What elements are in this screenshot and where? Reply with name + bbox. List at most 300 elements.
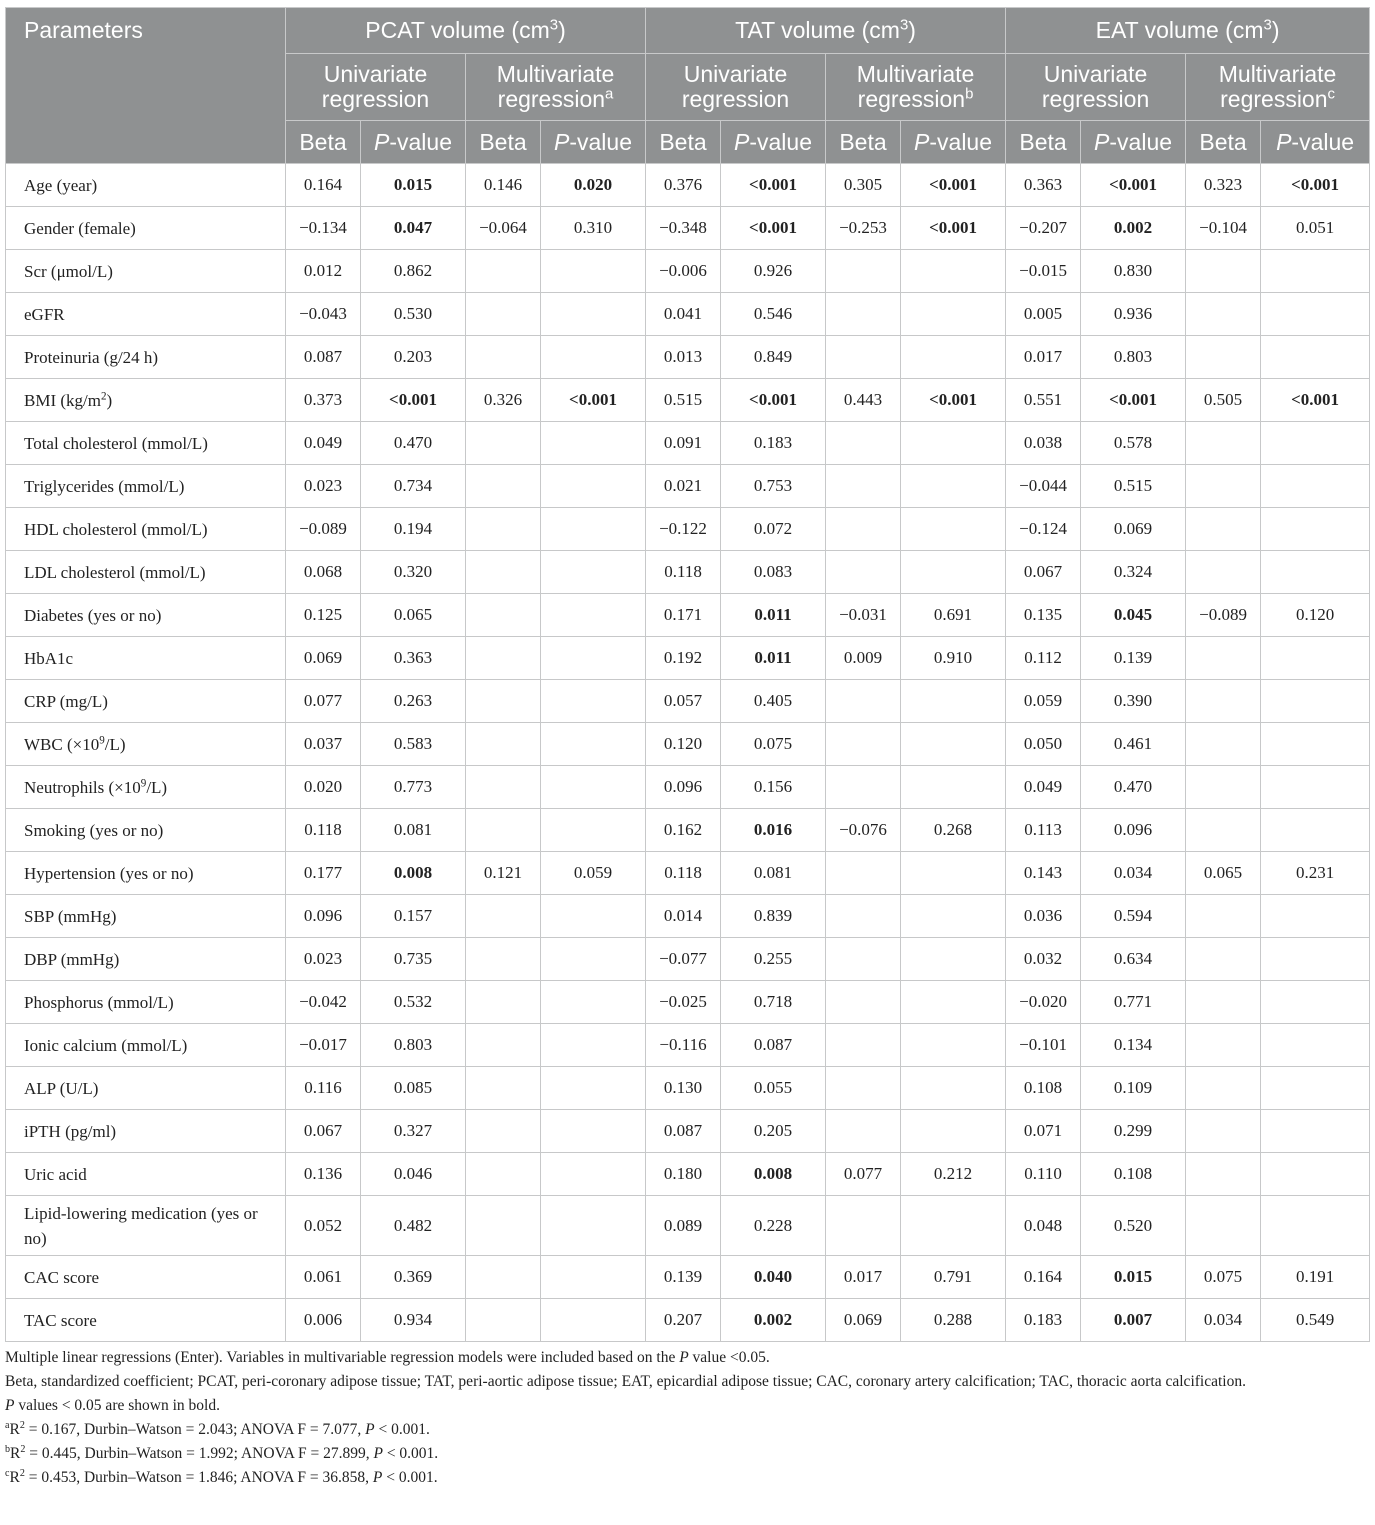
beta-cell <box>466 1299 541 1342</box>
p-value-cell: 0.268 <box>901 809 1006 852</box>
p-value-cell <box>1261 508 1370 551</box>
beta-cell <box>1186 1024 1261 1067</box>
p-value-cell: 0.081 <box>721 852 826 895</box>
p-value-cell <box>901 1024 1006 1067</box>
beta-cell: 0.075 <box>1186 1256 1261 1299</box>
beta-cell: −0.253 <box>826 207 901 250</box>
beta-cell <box>1186 809 1261 852</box>
beta-cell: 0.049 <box>286 422 361 465</box>
row-label: TAC score <box>6 1299 286 1342</box>
beta-cell <box>466 250 541 293</box>
beta-cell: 0.032 <box>1006 938 1081 981</box>
beta-cell: 0.017 <box>1006 336 1081 379</box>
beta-cell: 0.077 <box>826 1153 901 1196</box>
p-value-cell <box>1261 637 1370 680</box>
beta-cell: −0.122 <box>646 508 721 551</box>
beta-cell: 0.113 <box>1006 809 1081 852</box>
beta-cell: −0.116 <box>646 1024 721 1067</box>
p-value-cell: <0.001 <box>721 164 826 207</box>
row-label: Ionic calcium (mmol/L) <box>6 1024 286 1067</box>
beta-cell: 0.143 <box>1006 852 1081 895</box>
beta-cell: 0.012 <box>286 250 361 293</box>
header-univariate: Univariate regression <box>286 54 466 121</box>
beta-cell: 0.034 <box>1186 1299 1261 1342</box>
p-value-cell: 0.087 <box>721 1024 826 1067</box>
p-value-cell <box>901 981 1006 1024</box>
p-value-cell <box>1261 250 1370 293</box>
table-row <box>6 895 1370 938</box>
beta-cell <box>826 1196 901 1256</box>
p-value-cell: 0.546 <box>721 293 826 336</box>
beta-cell <box>466 1110 541 1153</box>
beta-cell: −0.089 <box>286 508 361 551</box>
row-label: CAC score <box>6 1256 286 1299</box>
beta-cell <box>1186 1153 1261 1196</box>
p-value-cell <box>541 1024 646 1067</box>
beta-cell: 0.087 <box>286 336 361 379</box>
p-value-cell: 0.461 <box>1081 723 1186 766</box>
table-row <box>6 293 1370 336</box>
beta-cell: −0.025 <box>646 981 721 1024</box>
beta-cell <box>466 336 541 379</box>
p-value-cell: 0.065 <box>361 594 466 637</box>
p-value-cell: 0.363 <box>361 637 466 680</box>
table-body <box>6 164 1370 1342</box>
beta-cell: 0.363 <box>1006 164 1081 207</box>
beta-cell <box>826 981 901 1024</box>
beta-cell: 0.146 <box>466 164 541 207</box>
p-value-cell: 0.072 <box>721 508 826 551</box>
header-multivariate: Multivariate regression$^b$ <box>826 54 1006 121</box>
p-value-cell: <0.001 <box>901 207 1006 250</box>
p-value-cell: 0.320 <box>361 551 466 594</box>
row-label: HDL cholesterol (mmol/L) <box>6 508 286 551</box>
beta-cell: 0.116 <box>286 1067 361 1110</box>
beta-cell <box>826 766 901 809</box>
beta-cell <box>826 895 901 938</box>
beta-cell: 0.052 <box>286 1196 361 1256</box>
header-group-eat: EAT volume $(cm^3)$ <box>1006 8 1370 54</box>
header-multivariate: Multivariate regression$^c$ <box>1186 54 1370 121</box>
beta-cell <box>826 1067 901 1110</box>
row-label: BMI $(kg/m^2)$ <box>6 379 286 422</box>
header-beta: Beta <box>646 121 721 164</box>
beta-cell <box>1186 422 1261 465</box>
beta-cell: 0.006 <box>286 1299 361 1342</box>
header-p-value: P-value <box>1081 121 1186 164</box>
table-row <box>6 938 1370 981</box>
p-value-cell: <0.001 <box>1261 164 1370 207</box>
beta-cell: 0.110 <box>1006 1153 1081 1196</box>
p-value-cell: 0.255 <box>721 938 826 981</box>
beta-cell <box>466 680 541 723</box>
p-value-cell <box>1261 336 1370 379</box>
p-value-cell: <0.001 <box>1261 379 1370 422</box>
table-row <box>6 1299 1370 1342</box>
p-value-cell: 0.910 <box>901 637 1006 680</box>
regression-table <box>5 7 1370 1342</box>
beta-cell: −0.006 <box>646 250 721 293</box>
beta-cell: 0.118 <box>286 809 361 852</box>
beta-cell: 0.305 <box>826 164 901 207</box>
row-label: Proteinuria (g/24 h) <box>6 336 286 379</box>
p-value-cell: <0.001 <box>721 379 826 422</box>
p-value-cell: 0.482 <box>361 1196 466 1256</box>
p-value-cell <box>541 551 646 594</box>
p-value-cell <box>1261 1067 1370 1110</box>
p-value-cell <box>901 1196 1006 1256</box>
beta-cell: −0.031 <box>826 594 901 637</box>
p-value-cell: 0.002 <box>1081 207 1186 250</box>
beta-cell: 0.323 <box>1186 164 1261 207</box>
beta-cell <box>466 1067 541 1110</box>
beta-cell: −0.089 <box>1186 594 1261 637</box>
beta-cell: 0.038 <box>1006 422 1081 465</box>
p-value-cell: 0.228 <box>721 1196 826 1256</box>
p-value-cell <box>901 680 1006 723</box>
p-value-cell <box>541 809 646 852</box>
p-value-cell: 0.008 <box>721 1153 826 1196</box>
p-value-cell <box>901 723 1006 766</box>
beta-cell: −0.042 <box>286 981 361 1024</box>
beta-cell <box>826 1110 901 1153</box>
beta-cell <box>1186 895 1261 938</box>
p-value-cell <box>1261 1110 1370 1153</box>
beta-cell: 0.096 <box>286 895 361 938</box>
p-value-cell: 0.059 <box>541 852 646 895</box>
p-value-cell <box>541 938 646 981</box>
p-value-cell <box>1261 723 1370 766</box>
table-row <box>6 981 1370 1024</box>
p-value-cell: <0.001 <box>361 379 466 422</box>
beta-cell: −0.077 <box>646 938 721 981</box>
beta-cell: −0.064 <box>466 207 541 250</box>
p-value-cell <box>901 1110 1006 1153</box>
row-label: ALP (U/L) <box>6 1067 286 1110</box>
row-label: Triglycerides (mmol/L) <box>6 465 286 508</box>
footnote: $^bR^2 = 0.445$, Durbin–Watson = 1.992; ANOVA F = 27.899, P < 0.001. <box>5 1443 439 1462</box>
p-value-cell: 0.083 <box>721 551 826 594</box>
beta-cell: 0.071 <box>1006 1110 1081 1153</box>
beta-cell: 0.135 <box>1006 594 1081 637</box>
beta-cell: 0.164 <box>286 164 361 207</box>
table-notes <box>5 1342 1369 1490</box>
p-value-cell <box>901 336 1006 379</box>
p-value-cell: 0.773 <box>361 766 466 809</box>
beta-cell: −0.020 <box>1006 981 1081 1024</box>
beta-cell: 0.067 <box>286 1110 361 1153</box>
beta-cell: 0.515 <box>646 379 721 422</box>
p-value-cell <box>541 766 646 809</box>
beta-cell <box>1186 981 1261 1024</box>
p-value-cell: 0.405 <box>721 680 826 723</box>
p-value-cell <box>1261 766 1370 809</box>
p-value-cell: 0.718 <box>721 981 826 1024</box>
p-value-cell: 0.530 <box>361 293 466 336</box>
p-value-cell <box>541 637 646 680</box>
table-row <box>6 594 1370 637</box>
beta-cell: 0.077 <box>286 680 361 723</box>
row-label: Total cholesterol (mmol/L) <box>6 422 286 465</box>
p-value-cell: 0.926 <box>721 250 826 293</box>
beta-cell: 0.112 <box>1006 637 1081 680</box>
beta-cell: −0.207 <box>1006 207 1081 250</box>
table-header <box>6 8 1370 164</box>
beta-cell: 0.118 <box>646 551 721 594</box>
p-value-cell <box>541 508 646 551</box>
p-value-cell <box>1261 465 1370 508</box>
beta-cell <box>466 1024 541 1067</box>
p-value-cell: 0.011 <box>721 594 826 637</box>
beta-cell <box>466 551 541 594</box>
beta-cell <box>826 250 901 293</box>
p-value-cell <box>901 852 1006 895</box>
beta-cell <box>826 680 901 723</box>
p-value-cell: 0.327 <box>361 1110 466 1153</box>
p-value-cell <box>901 422 1006 465</box>
row-label: Gender (female) <box>6 207 286 250</box>
beta-cell: 0.120 <box>646 723 721 766</box>
regression-table-container <box>5 7 1369 1490</box>
beta-cell: 0.373 <box>286 379 361 422</box>
p-value-cell: 0.015 <box>361 164 466 207</box>
beta-cell: 0.091 <box>646 422 721 465</box>
beta-cell: 0.069 <box>826 1299 901 1342</box>
p-value-cell: 0.583 <box>361 723 466 766</box>
table-row <box>6 422 1370 465</box>
p-value-cell: 0.139 <box>1081 637 1186 680</box>
beta-cell: 0.180 <box>646 1153 721 1196</box>
p-value-cell <box>1261 1196 1370 1256</box>
p-value-cell: 0.134 <box>1081 1024 1186 1067</box>
beta-cell: −0.015 <box>1006 250 1081 293</box>
header-p-value: P-value <box>721 121 826 164</box>
table-row <box>6 1024 1370 1067</box>
row-label: iPTH (pg/ml) <box>6 1110 286 1153</box>
beta-cell: 0.326 <box>466 379 541 422</box>
beta-cell <box>1186 938 1261 981</box>
beta-cell: 0.376 <box>646 164 721 207</box>
p-value-cell: 0.108 <box>1081 1153 1186 1196</box>
header-beta: Beta <box>1186 121 1261 164</box>
table-row <box>6 852 1370 895</box>
p-value-cell <box>541 1110 646 1153</box>
p-value-cell <box>541 1067 646 1110</box>
footnote: $^aR^2 = 0.167$, Durbin–Watson = 2.043; ANOVA F = 7.077, P < 0.001. <box>5 1419 430 1438</box>
p-value-cell <box>1261 680 1370 723</box>
table-row <box>6 164 1370 207</box>
p-value-cell <box>1261 1024 1370 1067</box>
p-value-cell: 0.051 <box>1261 207 1370 250</box>
p-value-cell: 0.830 <box>1081 250 1186 293</box>
table-row <box>6 1196 1370 1256</box>
p-value-cell: 0.734 <box>361 465 466 508</box>
p-value-cell: 0.069 <box>1081 508 1186 551</box>
p-value-cell <box>901 508 1006 551</box>
table-row <box>6 637 1370 680</box>
p-value-cell: 0.515 <box>1081 465 1186 508</box>
table-row <box>6 207 1370 250</box>
row-label: Diabetes (yes or no) <box>6 594 286 637</box>
header-group-tat: TAT volume $(cm^3)$ <box>646 8 1006 54</box>
beta-cell <box>1186 1067 1261 1110</box>
beta-cell: 0.048 <box>1006 1196 1081 1256</box>
header-p-value: P-value <box>361 121 466 164</box>
beta-cell <box>826 465 901 508</box>
p-value-cell: 0.194 <box>361 508 466 551</box>
beta-cell: 0.014 <box>646 895 721 938</box>
p-value-cell <box>1261 981 1370 1024</box>
row-label: LDL cholesterol (mmol/L) <box>6 551 286 594</box>
p-value-cell: 0.691 <box>901 594 1006 637</box>
table-row <box>6 551 1370 594</box>
row-label: Phosphorus (mmol/L) <box>6 981 286 1024</box>
beta-cell <box>826 508 901 551</box>
table-row <box>6 809 1370 852</box>
p-value-cell: 0.191 <box>1261 1256 1370 1299</box>
beta-cell <box>1186 336 1261 379</box>
p-value-cell <box>541 680 646 723</box>
p-value-cell: <0.001 <box>901 164 1006 207</box>
row-label: eGFR <box>6 293 286 336</box>
p-value-cell: 0.002 <box>721 1299 826 1342</box>
header-univariate: Univariate regression <box>1006 54 1186 121</box>
beta-cell: 0.049 <box>1006 766 1081 809</box>
p-value-cell: 0.735 <box>361 938 466 981</box>
beta-cell: 0.136 <box>286 1153 361 1196</box>
p-value-cell: 0.007 <box>1081 1299 1186 1342</box>
p-value-cell: <0.001 <box>721 207 826 250</box>
p-value-cell: 0.594 <box>1081 895 1186 938</box>
beta-cell <box>466 508 541 551</box>
p-value-cell: 0.212 <box>901 1153 1006 1196</box>
header-p-value: P-value <box>541 121 646 164</box>
table-row <box>6 465 1370 508</box>
beta-cell <box>466 1256 541 1299</box>
beta-cell: 0.061 <box>286 1256 361 1299</box>
p-value-cell <box>541 250 646 293</box>
beta-cell <box>1186 680 1261 723</box>
p-value-cell <box>901 250 1006 293</box>
p-value-cell <box>1261 938 1370 981</box>
row-label: SBP (mmHg) <box>6 895 286 938</box>
header-beta: Beta <box>826 121 901 164</box>
beta-cell <box>466 895 541 938</box>
row-label: Smoking (yes or no) <box>6 809 286 852</box>
table-row <box>6 250 1370 293</box>
table-row <box>6 508 1370 551</box>
beta-cell <box>826 293 901 336</box>
beta-cell: −0.101 <box>1006 1024 1081 1067</box>
p-value-cell: 0.046 <box>361 1153 466 1196</box>
beta-cell <box>1186 1110 1261 1153</box>
beta-cell: 0.551 <box>1006 379 1081 422</box>
p-value-cell: 0.549 <box>1261 1299 1370 1342</box>
p-value-cell <box>901 766 1006 809</box>
p-value-cell <box>901 895 1006 938</box>
beta-cell: 0.108 <box>1006 1067 1081 1110</box>
row-label: Hypertension (yes or no) <box>6 852 286 895</box>
beta-cell <box>466 1153 541 1196</box>
beta-cell <box>826 852 901 895</box>
p-value-cell: 0.047 <box>361 207 466 250</box>
note-abbreviations: Beta, standardized coefficient; PCAT, peri-coronary adipose tissue; TAT, peri-aortic adipose tissue; EAT, epicardial adipose tissue; CAC, coronary artery calcification; TAC, thoracic aorta calcification. <box>5 1373 1246 1390</box>
beta-cell: 0.443 <box>826 379 901 422</box>
beta-cell: 0.096 <box>646 766 721 809</box>
header-p-value: P-value <box>1261 121 1370 164</box>
note-method: Multiple linear regressions (Enter). Variables in multivariable regression models were included based on the P value <0.05. <box>5 1349 770 1366</box>
p-value-cell: 0.520 <box>1081 1196 1186 1256</box>
p-value-cell <box>541 1256 646 1299</box>
p-value-cell <box>541 336 646 379</box>
p-value-cell: <0.001 <box>901 379 1006 422</box>
table-row <box>6 1110 1370 1153</box>
row-label: DBP (mmHg) <box>6 938 286 981</box>
beta-cell: 0.005 <box>1006 293 1081 336</box>
beta-cell <box>466 809 541 852</box>
beta-cell: 0.065 <box>1186 852 1261 895</box>
p-value-cell <box>541 1153 646 1196</box>
p-value-cell <box>901 551 1006 594</box>
beta-cell <box>466 981 541 1024</box>
p-value-cell: 0.231 <box>1261 852 1370 895</box>
beta-cell: 0.067 <box>1006 551 1081 594</box>
p-value-cell: 0.470 <box>1081 766 1186 809</box>
p-value-cell: 0.008 <box>361 852 466 895</box>
beta-cell: 0.171 <box>646 594 721 637</box>
row-label: WBC $(\times 10^9/L)$ <box>6 723 286 766</box>
beta-cell: 0.037 <box>286 723 361 766</box>
p-value-cell <box>541 723 646 766</box>
beta-cell: 0.139 <box>646 1256 721 1299</box>
p-value-cell: 0.771 <box>1081 981 1186 1024</box>
beta-cell <box>1186 250 1261 293</box>
p-value-cell <box>1261 809 1370 852</box>
beta-cell: 0.192 <box>646 637 721 680</box>
p-value-cell <box>901 1067 1006 1110</box>
beta-cell <box>1186 293 1261 336</box>
beta-cell: 0.505 <box>1186 379 1261 422</box>
beta-cell: 0.118 <box>646 852 721 895</box>
p-value-cell <box>541 594 646 637</box>
p-value-cell: 0.020 <box>541 164 646 207</box>
beta-cell: 0.021 <box>646 465 721 508</box>
p-value-cell <box>901 938 1006 981</box>
row-label: Age (year) <box>6 164 286 207</box>
row-label: Uric acid <box>6 1153 286 1196</box>
beta-cell: 0.017 <box>826 1256 901 1299</box>
beta-cell <box>826 422 901 465</box>
beta-cell: −0.134 <box>286 207 361 250</box>
beta-cell: 0.036 <box>1006 895 1081 938</box>
beta-cell: 0.069 <box>286 637 361 680</box>
p-value-cell: 0.310 <box>541 207 646 250</box>
p-value-cell: 0.862 <box>361 250 466 293</box>
beta-cell <box>466 293 541 336</box>
p-value-cell: 0.011 <box>721 637 826 680</box>
p-value-cell <box>1261 895 1370 938</box>
beta-cell: 0.183 <box>1006 1299 1081 1342</box>
beta-cell: 0.164 <box>1006 1256 1081 1299</box>
beta-cell: 0.020 <box>286 766 361 809</box>
header-univariate: Univariate regression <box>646 54 826 121</box>
p-value-cell: <0.001 <box>541 379 646 422</box>
p-value-cell: 0.288 <box>901 1299 1006 1342</box>
beta-cell <box>826 551 901 594</box>
beta-cell: −0.124 <box>1006 508 1081 551</box>
beta-cell: −0.044 <box>1006 465 1081 508</box>
header-multivariate: Multivariate regression$^a$ <box>466 54 646 121</box>
